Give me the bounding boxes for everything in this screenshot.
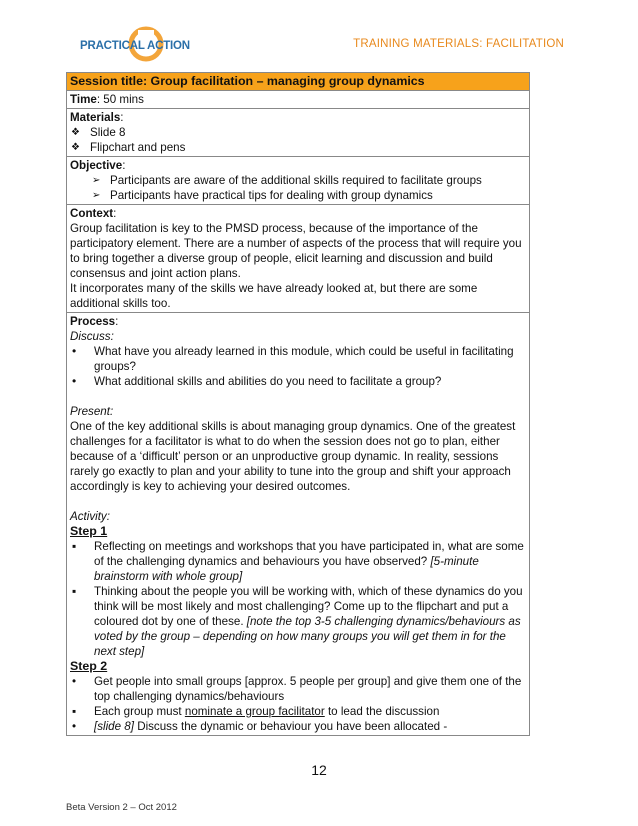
list-item: • Get people into small groups [approx. 5 people per group] and give them one of the top challenging dynamics/behaviours: [72, 675, 522, 703]
list-item: • [slide 8] Discuss the dynamic or behaviour you have been allocated -: [72, 720, 448, 733]
time-label: Time: [70, 93, 97, 106]
list-item: • What additional skills and abilities do you need to facilitate a group?: [70, 374, 527, 389]
section-label: TRAINING MATERIALS: FACILITATION: [353, 38, 564, 50]
present-paragraph: One of the key additional skills is about managing group dynamics. One of the greatest challenges for a facilitator is what to do when the session does not go to plan, either because of a ‘difficult’ person or an unproductive group dynamic. In reality, sessions rarely go exactly to plan and your ability to tune into the group and shift your approach accordingly is key to achieving your desired outcomes.: [70, 420, 516, 493]
list-item: ▪ Reflecting on meetings and workshops that you have participated in, what are some of the challenging dynamics and behaviours you have observed? [5-minute brainstorm with whole group]: [70, 539, 527, 584]
time-value: : 50 mins: [96, 93, 144, 106]
list-item: ➢ Participants are aware of the additional skills required to facilitate groups: [70, 173, 527, 188]
list-item: ▪ Each group must nominate a group facilitator to lead the discussion: [72, 705, 440, 718]
context-paragraph: It incorporates many of the skills we have already looked at, but there are some additional skills too.: [70, 282, 478, 310]
materials-list: [70, 125, 527, 155]
session-title: Session title: Group facilitation – managing group dynamics: [67, 73, 530, 91]
present-label: Present:: [70, 405, 114, 418]
step2-list: [70, 674, 527, 734]
practical-action-logo: [80, 26, 190, 66]
list-item: ▪ Thinking about the people you will be working with, which of these dynamics do you think will be most likely and most challenging? Come up to the flipchart and put a coloured dot by one of these. [note the top 3-5 challenging dynamics/behaviours as voted by the group – depending on how many groups you will get them in for the next step]: [70, 584, 527, 659]
objective-cell: Objective: ➢ Participants are aware of the additional skills required to facilitate groups ➢ Participants have practical tips for dealing with group dynamics: [67, 157, 530, 205]
step2-heading: Step 2: [70, 659, 108, 673]
materials-cell: Materials: ❖ Slide 8 ❖ Flipchart and pens: [67, 109, 530, 157]
context-paragraph: Group facilitation is key to the PMSD process, because of the importance of the participatory element. There are a number of aspects of the process that will require you to bring together a diverse group of people, elicit learning and discussion and build consensus and joint action plans.: [70, 222, 522, 280]
footer-version: Beta Version 2 – Oct 2012: [66, 802, 177, 813]
list-item: ➢ Participants have practical tips for dealing with group dynamics: [70, 188, 527, 203]
step1-heading: Step 1: [70, 524, 108, 538]
discuss-list: [70, 344, 527, 389]
session-table: [66, 72, 530, 736]
process-label: Process: [70, 315, 116, 328]
materials-label: Materials: [70, 111, 121, 124]
objectives-list: [70, 173, 527, 203]
step1-list: [70, 539, 527, 659]
discuss-label: Discuss:: [70, 330, 114, 343]
activity-label: Activity:: [70, 510, 110, 523]
page-number: 12: [311, 762, 327, 778]
logo-text: PRACTICAL ACTION: [80, 40, 190, 52]
objective-label: Objective: [70, 159, 123, 172]
list-item: ❖ Flipchart and pens: [70, 140, 527, 155]
list-item: ❖ Slide 8: [70, 125, 527, 140]
process-cell: Process: Discuss: • What have you already learned in this module, which could be useful in facilitating groups? • What additional skills and abilities do you need to facilitate a group? Present: One of the key additional skills is about managing group dynamics. One of the greatest challenges for a facilitator is what to do when the session does not go to plan, either because of a ‘difficult’ person or an unproductive group dynamic. In reality, sessions rarely go exactly to plan and your ability to tune into the group and shift your approach accordingly is key to achieving your desired outcomes. Activity: Step 1 ▪ Reflecting on meetings and workshops that you have participated in, what are some of the challenging dynamics and behaviours you have observed? [5-minute brainstorm with whole group] ▪ Thinking about the people you will be working with, which of these dynamics do you think will be most likely and most challenging? Come up to the flipchart and put a coloured dot by one of these. [note the top 3-5 challenging dynamics/behaviours as voted by the group – depending on how many groups you will get them in for the next step] Step 2 • Get people into small groups [approx. 5 people per group] and give them one of the top challenging dynamics/behaviours ▪ Each group must nominate a group facilitator to lead the discussion • [slide 8] Discuss the dynamic or behaviour you have been allocated -: [67, 313, 530, 736]
context-label: Context: [70, 207, 114, 220]
context-cell: Context: Group facilitation is key to the PMSD process, because of the importance of the participatory element. There are a number of aspects of the process that will require you to bring together a diverse group of people, elicit learning and discussion and build consensus and joint action plans. It incorporates many of the skills we have already looked at, but there are some additional skills too.: [67, 205, 530, 313]
list-item: • What have you already learned in this module, which could be useful in facilitating groups?: [70, 344, 527, 374]
time-cell: [67, 91, 530, 109]
